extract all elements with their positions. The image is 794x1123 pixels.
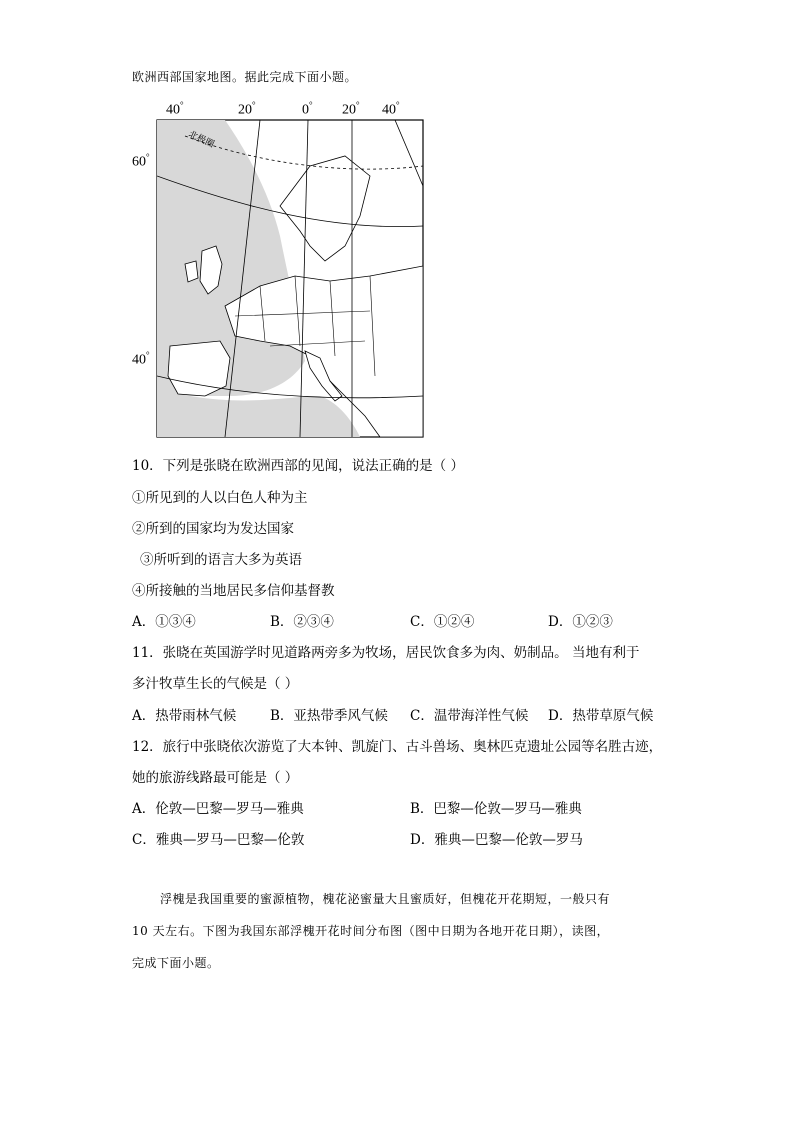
q10-item-4: ④所接触的当地居民多信仰基督教 [132, 583, 335, 599]
q11-option-d: D．热带草原气候 [548, 708, 654, 724]
next-intro-line1: 浮槐是我国重要的蜜源植物，槐花泌蜜量大且蜜质好，但槐花开花期短，一般只有 [160, 892, 611, 906]
q10-option-c: C．①②④ [410, 614, 475, 630]
q12-stem-line1: 12．旅行中张晓依次游览了大本钟、凯旋门、古斗兽场、奥林匹克遗址公园等名胜古迹， [132, 739, 663, 755]
q11-option-a: A．热带雨林气候 [132, 708, 237, 724]
q10-item-1: ①所见到的人以白色人种为主 [132, 490, 308, 506]
lat-label-60n: 60° [132, 152, 150, 170]
section-intro: 欧洲西部国家地图。据此完成下面小题。 [132, 70, 358, 84]
q11-option-b: B．亚热带季风气候 [270, 708, 388, 724]
q11-stem-line1: 11．张晓在英国游学时见道路两旁多为牧场，居民饮食多为肉、奶制品。 当地有利于 [132, 645, 640, 661]
lon-label-40w: 40° [166, 100, 184, 118]
lon-label-20e: 20° [342, 100, 360, 118]
q12-option-d: D．雅典—巴黎—伦敦—罗马 [410, 832, 583, 848]
lat-label-40n: 40° [132, 350, 150, 368]
q12-stem-line2: 她的旅游线路最可能是（ ） [132, 770, 299, 786]
map-graphic [130, 96, 430, 441]
next-intro-line2: 10 天左右。下图为我国东部浮槐开花时间分布图（图中日期为各地开花日期），读图， [132, 924, 610, 938]
q10-option-a: A．①③④ [132, 614, 196, 630]
q10-stem: 10．下列是张晓在欧洲西部的见闻，说法正确的是（ ） [132, 458, 464, 474]
arctic-circle-label: 北极圈 [186, 129, 216, 151]
q11-stem-line2: 多汁牧草生长的气候是（ ） [132, 676, 299, 692]
q10-item-3: ③所听到的语言大多为英语 [140, 552, 302, 568]
ocean-mediterranean [157, 396, 360, 437]
q11-option-c: C．温带海洋性气候 [410, 708, 529, 724]
next-intro-line3: 完成下面小题。 [132, 956, 220, 970]
q10-item-2: ②所到的国家均为发达国家 [132, 521, 294, 537]
q10-option-b: B．②③④ [270, 614, 334, 630]
land-iberia [168, 341, 230, 396]
lon-label-20w: 20° [238, 100, 256, 118]
lon-label-0: 0° [302, 100, 313, 118]
lon-label-40e: 40° [382, 100, 400, 118]
q12-option-b: B．巴黎—伦敦—罗马—雅典 [410, 801, 582, 817]
q10-option-d: D．①②③ [548, 614, 613, 630]
q12-option-c: C．雅典—罗马—巴黎—伦敦 [132, 832, 305, 848]
europe-map [130, 96, 430, 441]
q12-option-a: A．伦敦—巴黎—罗马—雅典 [132, 801, 304, 817]
